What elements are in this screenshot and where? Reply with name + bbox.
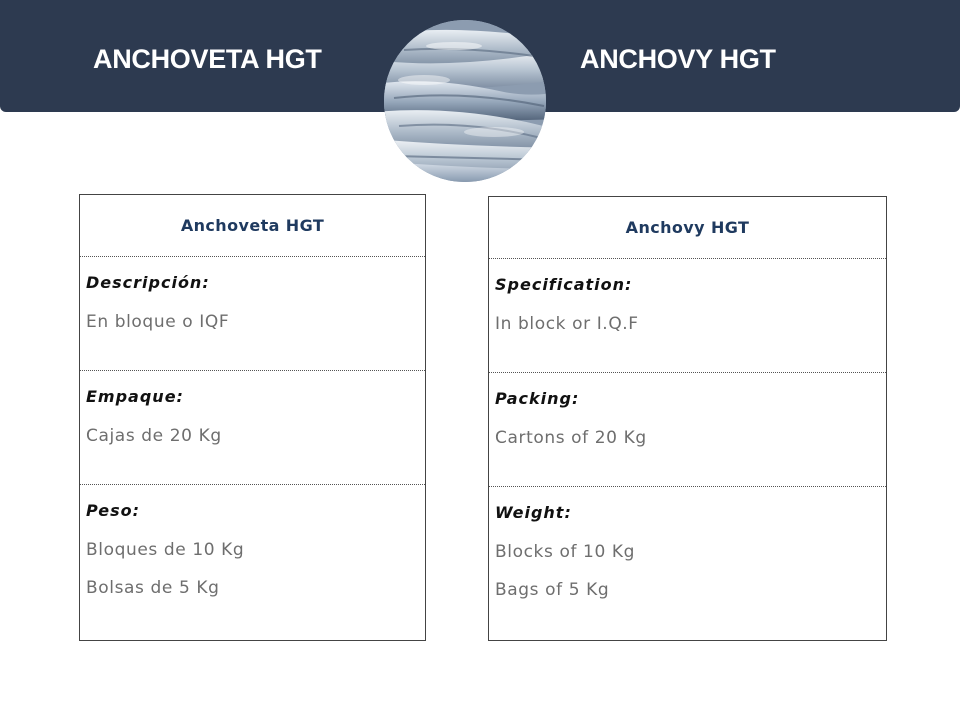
description-value: In block or I.Q.F	[495, 314, 639, 334]
description-label: Specification:	[495, 275, 633, 294]
weight-row	[80, 485, 425, 637]
weight-value: Blocks of 10 Kg	[495, 542, 636, 562]
weight-label: Weight:	[495, 503, 572, 522]
packing-label: Empaque:	[86, 387, 184, 406]
table-heading: Anchoveta HGT	[80, 195, 425, 257]
table-heading: Anchovy HGT	[489, 197, 886, 259]
fish-illustration	[384, 20, 546, 182]
weight-label: Peso:	[86, 501, 141, 520]
anchovy-photo	[384, 20, 546, 182]
packing-row	[489, 373, 886, 487]
title-english: ANCHOVY HGT	[580, 44, 776, 74]
packing-value: Cartons of 20 Kg	[495, 428, 647, 448]
description-row	[489, 259, 886, 373]
spec-table-spanish	[79, 194, 426, 641]
description-value: En bloque o IQF	[86, 312, 230, 332]
weight-value: Bolsas de 5 Kg	[86, 578, 220, 598]
packing-row	[80, 371, 425, 485]
weight-row	[489, 487, 886, 639]
weight-value: Bloques de 10 Kg	[86, 540, 245, 560]
title-spanish: ANCHOVETA HGT	[93, 44, 322, 74]
description-label: Descripción:	[86, 273, 210, 292]
spec-table-english	[488, 196, 887, 641]
packing-label: Packing:	[495, 389, 580, 408]
description-row	[80, 257, 425, 371]
weight-value: Bags of 5 Kg	[495, 580, 610, 600]
packing-value: Cajas de 20 Kg	[86, 426, 222, 446]
